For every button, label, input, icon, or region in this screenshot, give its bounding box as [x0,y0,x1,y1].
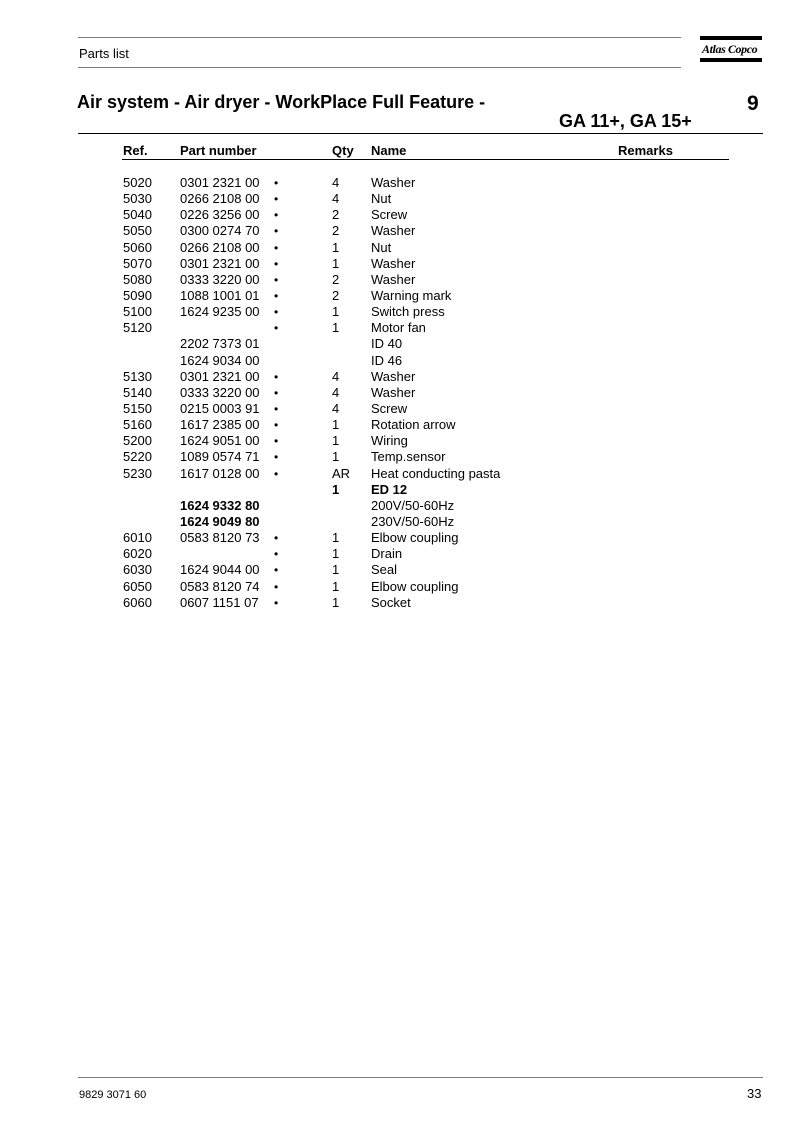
column-header-rule [122,159,729,160]
bullet-marker: • [274,434,279,449]
ref-cell: 5230 [123,465,152,481]
name-cell: Wiring [371,433,408,449]
document-number: 9829 3071 60 [79,1089,147,1101]
name-cell: Washer [371,271,416,287]
part-number-cell: 0607 1151 07 [180,594,259,610]
bullet-marker: • [274,466,279,481]
name-cell: 230V/50-60Hz [371,513,455,529]
part-number-cell: 1624 9235 00 [180,304,260,320]
column-header-part-number: Part number [180,143,257,158]
ref-cell: 5140 [123,384,152,400]
qty-cell: 1 [332,546,340,562]
table-row [0,595,800,611]
table-row [0,498,800,514]
name-cell: Heat conducting pasta [371,465,501,481]
ref-cell: 6050 [123,578,152,594]
name-cell: ID 46 [371,352,403,368]
table-row [0,401,800,417]
ref-cell: 5080 [123,271,152,287]
bullet-marker: • [274,288,279,303]
table-row [0,562,800,578]
atlas-copco-logo [700,36,762,62]
name-cell: Washer [371,368,416,384]
qty-cell: AR [332,465,351,481]
bullet-marker: • [274,176,279,190]
part-number-cell: 1624 9044 00 [180,562,260,578]
ref-cell: 6060 [123,594,152,610]
parts-table [0,175,800,611]
table-row [0,530,800,546]
header-bottom-rule [78,67,681,68]
bullet-marker: • [274,272,279,287]
part-number-cell: 0333 3220 00 [180,384,260,400]
qty-cell: 1 [332,433,340,449]
part-number-cell: 0301 2321 00 [180,368,260,384]
part-number-cell: 0266 2108 00 [180,191,260,207]
bullet-marker: • [274,256,279,271]
bullet-marker: • [274,450,279,465]
table-row [0,240,800,256]
bullet-marker: • [274,595,279,610]
name-cell: Rotation arrow [371,417,456,433]
qty-cell: 2 [332,271,340,287]
part-number-cell: 0583 8120 73 [180,530,260,546]
qty-cell: 1 [332,594,340,610]
qty-cell: 2 [332,223,340,239]
page-subtitle: GA 11+, GA 15+ [559,111,692,131]
table-row [0,482,800,498]
qty-cell: 1 [332,320,340,336]
ref-cell: 5060 [123,239,152,255]
name-cell: Washer [371,223,416,239]
chapter-number: 9 [747,92,759,115]
bullet-marker: • [274,418,279,433]
part-number-cell: 0301 2321 00 [180,175,260,190]
bullet-marker: • [274,224,279,239]
table-row [0,223,800,239]
name-cell: ID 40 [371,336,403,352]
part-number-cell: 0226 3256 00 [180,207,260,223]
part-number-cell: 1624 9332 80 [180,497,260,513]
part-number-cell: 1624 9051 00 [180,433,260,449]
name-cell: Screw [371,400,408,416]
qty-cell: 4 [332,368,340,384]
part-number-cell: 1624 9049 80 [180,513,260,529]
name-cell: Seal [371,562,398,578]
table-row [0,385,800,401]
qty-cell: 1 [332,304,340,320]
name-cell: Warning mark [371,287,452,303]
bullet-marker: • [274,401,279,416]
bullet-marker: • [274,321,279,336]
qty-cell: 1 [332,562,340,578]
part-number-cell: 0333 3220 00 [180,271,260,287]
bullet-marker: • [274,240,279,255]
ref-cell: 6020 [123,546,152,562]
table-row [0,175,800,191]
qty-cell: 1 [332,255,340,271]
ref-cell: 6010 [123,530,152,546]
footer-rule [78,1077,763,1078]
table-row [0,433,800,449]
ref-cell: 6030 [123,562,152,578]
table-row [0,272,800,288]
column-header-name: Name [371,143,407,158]
qty-cell: 1 [332,239,340,255]
part-number-cell: 1617 2385 00 [180,417,260,433]
name-cell: Washer [371,384,416,400]
bullet-marker: • [274,369,279,384]
qty-cell: 4 [332,175,340,190]
qty-cell: 1 [332,449,340,465]
table-row [0,191,800,207]
ref-cell: 5040 [123,207,152,223]
name-cell: Nut [371,239,392,255]
qty-cell: 4 [332,400,340,416]
name-cell: 200V/50-60Hz [371,497,455,513]
name-cell: Nut [371,191,392,207]
bullet-marker: • [274,531,279,546]
ref-cell: 5160 [123,417,152,433]
column-header-remarks: Remarks [618,143,673,158]
ref-cell: 5220 [123,449,152,465]
qty-cell: 4 [332,191,340,207]
page-title: Air system - Air dryer - WorkPlace Full Feature - [77,92,486,112]
column-header-ref: Ref. [123,143,148,158]
bullet-marker: • [274,192,279,207]
part-number-cell: 0301 2321 00 [180,255,260,271]
ref-cell: 5030 [123,191,152,207]
part-number-cell: 0583 8120 74 [180,578,260,594]
table-row [0,207,800,223]
column-header-qty: Qty [332,143,354,158]
ref-cell: 5020 [123,175,152,190]
name-cell: Screw [371,207,408,223]
part-number-cell: 1088 1001 01 [180,287,260,303]
ref-cell: 5100 [123,304,152,320]
ref-cell: 5090 [123,287,152,303]
name-cell: Drain [371,546,403,562]
table-row [0,546,800,562]
ref-cell: 5130 [123,368,152,384]
part-number-cell: 1624 9034 00 [180,352,260,368]
name-cell: Elbow coupling [371,578,459,594]
name-cell: Elbow coupling [371,530,459,546]
bullet-marker: • [274,579,279,594]
name-cell: Motor fan [371,320,426,336]
bullet-marker: • [274,547,279,562]
table-row [0,256,800,272]
section-label: Parts list [79,46,129,61]
table-row [0,579,800,595]
logo-wordmark: Atlas Copco [702,42,758,56]
name-cell: Switch press [371,304,445,320]
qty-cell: 2 [332,287,340,303]
logo-bottom-bar [700,58,762,62]
name-cell: Temp.sensor [371,449,446,465]
bullet-marker: • [274,385,279,400]
table-row [0,288,800,304]
ref-cell: 5150 [123,400,152,416]
qty-cell: 1 [332,578,340,594]
table-row [0,369,800,385]
qty-cell: 4 [332,384,340,400]
header-top-rule [78,37,681,38]
qty-cell: 2 [332,207,340,223]
bullet-marker: • [274,305,279,320]
table-row [0,336,800,352]
name-cell: Socket [371,594,411,610]
part-number-cell: 0215 0003 91 [180,400,260,416]
table-row [0,514,800,530]
table-row [0,466,800,482]
name-cell: ED 12 [371,481,408,497]
name-cell: Washer [371,175,416,190]
qty-cell: 1 [332,417,340,433]
table-row [0,304,800,320]
table-row [0,320,800,336]
table-row [0,353,800,369]
ref-cell: 5120 [123,320,152,336]
table-row [0,449,800,465]
title-rule [78,133,763,134]
part-number-cell: 1617 0128 00 [180,465,260,481]
qty-cell: 1 [332,530,340,546]
table-row [0,417,800,433]
ref-cell: 5050 [123,223,152,239]
part-number-cell: 0266 2108 00 [180,239,260,255]
name-cell: Washer [371,255,416,271]
bullet-marker: • [274,563,279,578]
ref-cell: 5070 [123,255,152,271]
part-number-cell: 0300 0274 70 [180,223,260,239]
ref-cell: 5200 [123,433,152,449]
page-number: 33 [747,1086,762,1101]
part-number-cell: 2202 7373 01 [180,336,260,352]
qty-cell: 1 [332,481,340,497]
bullet-marker: • [274,208,279,223]
part-number-cell: 1089 0574 71 [180,449,260,465]
